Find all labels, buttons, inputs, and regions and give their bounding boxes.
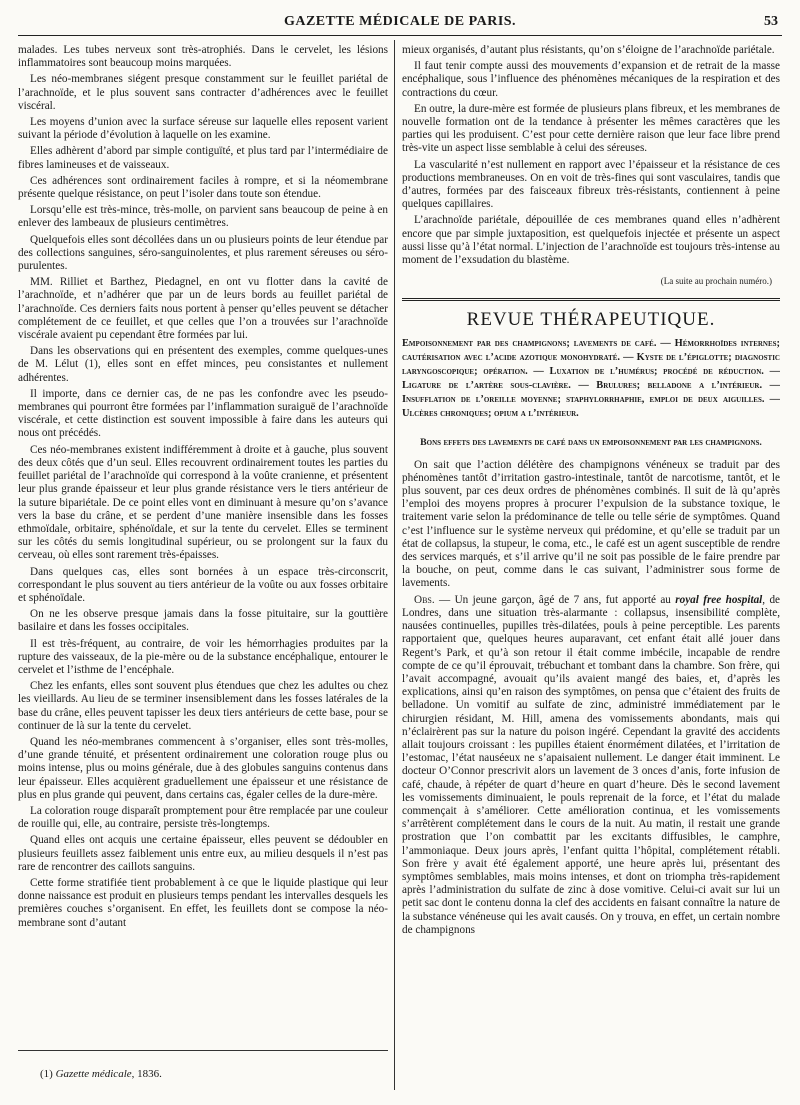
paragraph: MM. Rilliet et Barthez, Piedagnel, en ont vu flotter dans la cavité de l’arachnoïde, et n’adhérer que par un de leurs bords au feuillet pariétal de l’arachnoïde. Ces derniers faits nous portent à penser qu’elles peuvent se détacher complétement de ce feuillet, et que celles que l’on a trouvées sur l’arachnoïde viscérale avaient pu cependant être formées par lui. [18,276,388,342]
section-summary: Empoisonnement par des champignons; lavements de café. — Hémorrhoïdes internes; cautérisation avec l’acide azotique monohydraté. — Kyste de l’épiglotte; diagnostic laryngoscopique; opération. — Luxation de l’humérus; procédé de réduction. — Ligature de l’artère sous-clavière. — Brulures; belladone a l’intérieur. — Insufflation de l’oreille moyenne; staphylorrhaphie, emploi de deux aiguilles. — Ulcères chroniques; opium a l’intérieur. [402,337,780,419]
page-number: 53 [764,14,778,29]
paragraph: Les néo-membranes siégent presque constamment sur le feuillet pariétal de l’arachnoïde, et le plus souvent sans contracter d’adhérences avec le feuillet viscéral. [18,73,388,112]
paragraph: mieux organisés, d’autant plus résistants, qu’on s’éloigne de l’arachnoïde pariétale. [402,44,775,56]
left-column [18,44,388,1044]
paragraph: Il faut tenir compte aussi des mouvements d’expansion et de retrait de la masse encéphalique, sous l’influence des phénomènes mécaniques de la respiration et des contractions du cœur. [402,60,780,99]
observation-paragraph [402,594,780,937]
paragraph: Cette forme stratifiée tient probablement à ce que le liquide plastique qui leur donne naissance est produit en plusieurs temps pendant les intervalles desquels les premières couches s’organisent. En effet, les feuillets dont se compose la néo-membrane sont d’autant [18,876,388,929]
section-title: REVUE THÉRAPEUTIQUE. [466,309,716,331]
paragraph: Les moyens d’union avec la surface séreuse sur laquelle elles reposent varient suivant la période d’évolution à laquelle on les examine. [18,116,388,142]
paragraph: Ces adhérences sont ordinairement faciles à rompre, et si la néomembrane présente quelque résistance, on peut l’isoler dans toute son étendue. [18,174,388,201]
paragraph: L’arachnoïde pariétale, dépouillée de ces membranes quand elles n’adhèrent encore que par simple juxtaposition, est quelquefois injectée et présente un aspect aussi lisse qu’à l’état normal. L’injection de l’arachnoïde est toujours très-intense au moment de l’exsudation du blastème. [402,214,780,267]
paragraph: Quand elles ont acquis une certaine épaisseur, elles peuvent se dédoubler en plusieurs feuillets assez faiblement unis entre eux, au milieu desquels il n’est pas rare de rencontrer des caillots sanguins. [18,834,388,873]
column-divider [394,40,395,1090]
paragraph: On sait que l’action délétère des champignons vénéneux se traduit par des phénomènes tantôt d’irritation gastro-intestinale, tantôt de narcotisme, tantôt, et le plus souvent, par ces deux ordres de phénomènes combinés. Il suit de là qu’après l’emploi des moyens propres à procurer l’expulsion de la substance toxique, le traitement varie selon la prédominance de telle ou telle série de symptômes. Quand c’est l’influence sur le système nerveux qui prédomine, et qu’elle se traduit par un état de collapsus, la stupeur, le coma, etc., le café est un agent susceptible de rendre des services marqués, et s’il arrive qu’il ne soit pas possible de le faire prendre par la bouche, on peut, comme dans le cas suivant, l’administrer sous forme de lavements. [402,458,780,590]
paragraph: Elles adhèrent d’abord par simple contiguïté, et plus tard par l’intermédiaire de fibres lamineuses et de vaisseaux. [18,145,388,171]
right-column [402,44,780,1094]
obs-lead: — Un jeune garçon, âgé de 7 ans, fut apporté au [434,593,676,606]
footnote-marker: (1) [40,1068,53,1080]
paragraph: La coloration rouge disparaît promptement pour être remplacée par une couleur de rouille qui, elle, au contraire, persiste très-longtemps. [18,804,388,831]
paragraph: Il est très-fréquent, au contraire, de voir les hémorrhagies produites par la rupture des vaisseaux, de la pie-mère ou de la substance encéphalique, entourer le cervelet et l’isthme de l’encéphale. [18,637,388,676]
obs-label: Obs. [414,593,435,606]
paragraph: On ne les observe presque jamais dans la fosse pituitaire, sur la gouttière basilaire et dans les fosses occipitales. [18,608,388,634]
page-header [18,10,782,36]
footnote-year: , 1836. [131,1068,162,1080]
paragraph: Ces néo-membranes existent indifféremment à droite et à gauche, plus souvent des deux côtés que d’un seul. Elles recouvrent ordinairement toutes les parties du feuillet pariétal de l’arachnoïde qui correspond à la voûte cranienne, et présentent leur plus grande épaisseur et leur plus grande résistance vers le tiers antérieur de la suture bipariétale. De ce point elles vont en diminuant à mesure qu’on s’avance vers la base du crâne, et se perdent d’une manière insensible dans les fosses ethmoïdale, orbitaire, sphénoïdale, et sur la tente du cervelet. Elles se terminent sur les côtés du semis longitudinal supérieur, ou se prolongent sur la faux du cerveau, où elles sont rarement très-épaisses. [18,443,388,562]
paragraph: Dans quelques cas, elles sont bornées à un espace très-circonscrit, correspondant le plus souvent au tiers antérieur de la voûte ou aux fosses orbitaire et sphénoïdale. [18,565,388,604]
hospital-name: royal free hospital [675,593,763,606]
paragraph: La vascularité n’est nullement en rapport avec l’épaisseur et la résistance de ces productions membraneuses. On en voit de très-fines qui sont vasculaires, tandis que d’autres, formées par des faisceaux fibreux très-résistants, contiennent à peine quelques capillaires. [402,158,780,211]
footnote [40,1068,162,1080]
footnote-source: Gazette médicale [55,1068,132,1080]
paragraph: Dans les observations qui en présentent des exemples, comme quelques-unes de M. Lélut (1), elles sont en effet minces, peu consistantes et nullement adhérentes. [18,345,388,384]
paragraph: malades. Les tubes nerveux sont très-atrophiés. Dans le cervelet, les lésions inflammatoires sont beaucoup moins marquées. [18,44,388,70]
article-subheading: Bons effets des lavements de café dans un empoisonnement par les champignons. [420,436,762,448]
paragraph: Lorsqu’elle est très-mince, très-molle, on parvient sans beaucoup de peine à en enlever des lambeaux de plusieurs centimètres. [18,204,388,230]
journal-title: GAZETTE MÉDICALE DE PARIS. [283,14,517,29]
obs-text: , de Londres, dans une situation très-alarmante : collapsus, insensibilité complète, nausées continuelles, pupilles très-dilatées, pouls à peine perceptible. Les parents rapportaient que, quelques heures auparavant, cet enfant était allé jouer dans Regent’s Park, et qu’à son retour il était comme imbécile, incapable de rendre compte de ce qu’il éprouvait, trébuchant et tombant dans la chambre. Son frère, qui l’avait accompagné, avouait qu’ils avaient mangé des baies, et, d’après les explications, ainsi qu’en raison des symptômes, on pensa que c’étaient des fruits de belladone. Un vomitif au sulfate de zinc, administré immédiatement par le chirurgien résidant, M. Hill, amena des vomissements abondants, mais qui n’éclairèrent pas sur la nature du poison ingéré. Cependant la gravité des accidents allait toujours croissant : les pupilles étaient énormément dilatées, et l’irritation de l’estomac, l’état nauséeux ne s’apaisaient nullement. Le danger était imminent. Le docteur O’Connor prescrivit alors un lavement de 3 onces d’anis, forte infusion de café, chaude, à répéter de quart d’heure en quart d’heure. Dès le second lavement les vomissements diminuaient, le pouls reprenait de la force, et l’état du malade commençait à s’améliorer. Cette amélioration continua, et les vomissements s’arrêtèrent complétement dans le cours de la nuit. Au matin, il restait une grande prostration que l’on combattit par les excitants diffusibles, le camphre, l’ammoniaque. Deux jours après, l’enfant quitta l’hôpital, complétement rétabli. Son frère y avait été également apporté, une heure après lui, présentant des symptômes semblables, mais moins intenses, et dont on triompha très-rapidement après l’administration du sulfate de zinc à dose vomitive. Celui-ci avait sur lui un petit sac dont le contenu donna la clef des accidents en faisant connaître la nature de la substance vénéneuse qui les avait causés. On y trouva, en effet, un certain nombre de champignons [402,593,780,936]
paragraph: Chez les enfants, elles sont souvent plus étendues que chez les adultes ou chez les vieillards. Au lieu de se terminer insensiblement dans les fosses latérales de la base du crâne, elles peuvent tapisser les deux tiers antérieurs de cette base, pour se continuer de là sur la tente du cervelet. [18,680,388,732]
continuation-note: (La suite au prochain numéro.) [660,276,772,287]
paragraph: En outre, la dure-mère est formée de plusieurs plans fibreux, et les membranes de nouvelle formation ont de la tendance à présenter les mêmes caractères que les parties qui les produisent. C’est pour cette dernière raison que leur face libre prend très-vite un aspect lisse semblable à celui des séreuses. [402,102,780,155]
section-rule [402,298,780,301]
paragraph: Quand les néo-membranes commencent à s’organiser, elles sont très-molles, d’une grande ténuité, et présentent ordinairement une coloration rouge plus ou moins intense, plus ou moins générale, due à des globules sanguins contenus dans leur épaisseur. Elles acquièrent graduellement une épaisseur et une résistance de plus en plus grande qui peuvent, dans certains cas, égaler celles de la dure-mère. [18,735,388,801]
paragraph: Il importe, dans ce dernier cas, de ne pas les confondre avec les pseudo-membranes qui pourront être formées par l’inflammation suraiguë de l’arachnoïde viscérale, et cette distinction est souvent impossible à faire dans les auteurs qui nous ont précédés. [18,387,388,440]
paragraph: Quelquefois elles sont décollées dans un ou plusieurs points de leur étendue par des collections sanguines, séro-sanguinolentes, et plus rarement séreuses ou séro-purulentes. [18,233,388,273]
footnote-rule [18,1050,388,1051]
